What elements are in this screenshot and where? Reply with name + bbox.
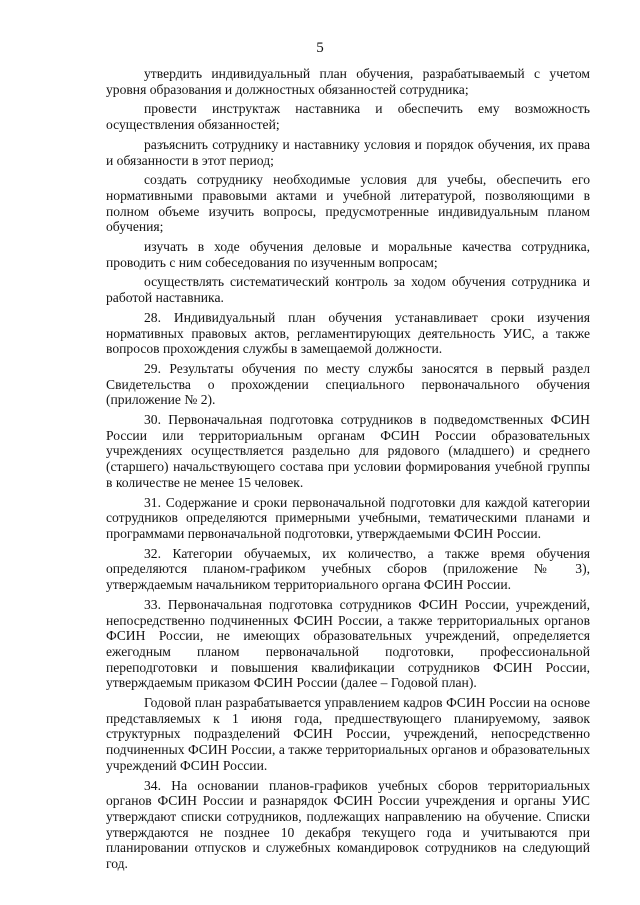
document-body [106,66,590,876]
paragraph-instruction-conditions: создать сотруднику необходимые условия для учебы, обеспечить его нормативными правовыми актами и учебной литературой, позволяющими в полном объеме изучить вопросы, предусмотренные индивидуальным планом обучения; [106,172,590,235]
paragraph-33: 33. Первоначальная подготовка сотрудников ФСИН России, учреждений, непосредственно подчиненных ФСИН России, а также территориальных органов ФСИН России, не имеющих образовательных учреждений, определяется ежегодным планом первоначальной подготовки, профессиональной переподготовки и повышения квалификации сотрудников ФСИН России, утверждаемым приказом ФСИН России (далее – Годовой план). [106,596,590,691]
paragraph-instruction-explain: разъяснить сотруднику и наставнику условия и порядок обучения, их права и обязанности в этот период; [106,136,590,168]
paragraph-annual-plan: Годовой план разрабатывается управлением кадров ФСИН России на основе представляемых к 1 июня года, предшествующего планируемому, заявок структурных подразделений ФСИН России, учреждений, непосредственно подчиненных ФСИН России, а также территориальных органов и образовательных учреждений ФСИН России. [106,695,590,773]
paragraph-34: 34. На основании планов-графиков учебных сборов территориальных органов ФСИН России и разнарядок ФСИН России учреждения и органы УИС утверждают списки сотрудников, подлежащих направлению на обучение. Списки утверждаются не позднее 10 декабря текущего года и учитываются при планировании отпусков и служебных командировок сотрудников на следующий год. [106,777,590,872]
paragraph-29: 29. Результаты обучения по месту службы заносятся в первый раздел Свидетельства о прохождении специального первоначального обучения (приложение № 2). [106,360,590,408]
paragraph-31: 31. Содержание и сроки первоначальной подготовки для каждой категории сотрудников определяются примерными учебными, тематическими планами и программами первоначальной подготовки, утверждаемыми ФСИН России. [106,494,590,541]
paragraph-28: 28. Индивидуальный план обучения устанавливает сроки изучения нормативных правовых актов, регламентирующих деятельность УИС, а также вопросов прохождения службы в замещаемой должности. [106,309,590,357]
page-number: 5 [316,40,324,56]
paragraph-32: 32. Категории обучаемых, их количество, а также время обучения определяются планом-графиком учебных сборов (приложение № 3), утверждаемым начальником территориального органа ФСИН России. [106,545,590,593]
paragraph-30: 30. Первоначальная подготовка сотрудников в подведомственных ФСИН России или территориальным органам ФСИН России образовательных учреждениях осуществляется раздельно для рядового (младшего) и среднего (старшего) начальствующего состава при условии формирования учебной группы в количестве не менее 15 человек. [106,412,590,490]
paragraph-instruction-briefing: провести инструктаж наставника и обеспечить ему возможность осуществления обязанностей; [106,101,590,133]
paragraph-instruction-control: осуществлять систематический контроль за ходом обучения сотрудника и работой наставника. [106,274,590,306]
paragraph-instruction-approve-plan: утвердить индивидуальный план обучения, разрабатываемый с учетом уровня образования и должностных обязанностей сотрудника; [106,66,590,97]
paragraph-instruction-study-qualities: изучать в ходе обучения деловые и моральные качества сотрудника, проводить с ним собеседования по изученным вопросам; [106,239,590,270]
